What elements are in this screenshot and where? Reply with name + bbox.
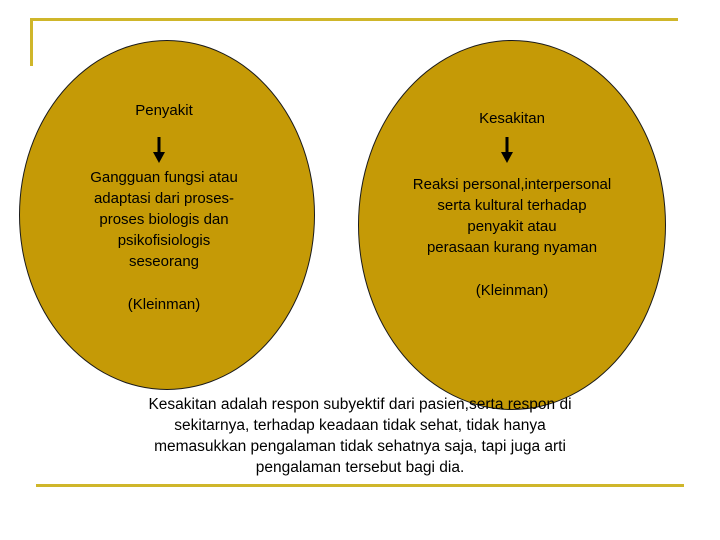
penyakit-definition-line: proses biologis dan <box>99 211 229 228</box>
penyakit-definition-line: seseorang <box>128 253 200 270</box>
bottom-rule <box>36 484 684 487</box>
explanation-line: pengalaman tersebut bagi dia. <box>255 459 465 476</box>
explanation-line: Kesakitan adalah respon subyektif dari pasien,serta respon di <box>148 396 572 413</box>
kesakitan-definition-line: Reaksi personal,interpersonal <box>412 176 612 193</box>
left-rule <box>30 18 33 66</box>
penyakit-definition-line: psikofisiologis <box>117 232 211 249</box>
penyakit-title: Penyakit <box>135 102 193 119</box>
kesakitan-title: Kesakitan <box>479 110 545 127</box>
kesakitan-definition <box>382 174 642 258</box>
penyakit-definition-line: Gangguan fungsi atau <box>90 169 238 186</box>
down-arrow-icon <box>500 137 514 163</box>
down-arrow-icon <box>152 137 166 163</box>
explanation-line: sekitarnya, terhadap keadaan tidak sehat, tidak hanya <box>174 417 546 434</box>
kesakitan-explanation <box>80 394 640 478</box>
penyakit-definition-line: adaptasi dari proses- <box>93 190 235 207</box>
penyakit-citation: (Kleinman) <box>127 296 201 313</box>
kesakitan-definition-line: penyakit atau <box>467 218 557 235</box>
kesakitan-citation: (Kleinman) <box>475 282 549 299</box>
top-rule <box>30 18 678 21</box>
kesakitan-definition-line: serta kultural terhadap <box>437 197 587 214</box>
kesakitan-definition-line: perasaan kurang nyaman <box>426 239 598 256</box>
penyakit-definition <box>44 167 284 272</box>
explanation-line: memasukkan pengalaman tidak sehatnya saja, tapi juga arti <box>154 438 566 455</box>
